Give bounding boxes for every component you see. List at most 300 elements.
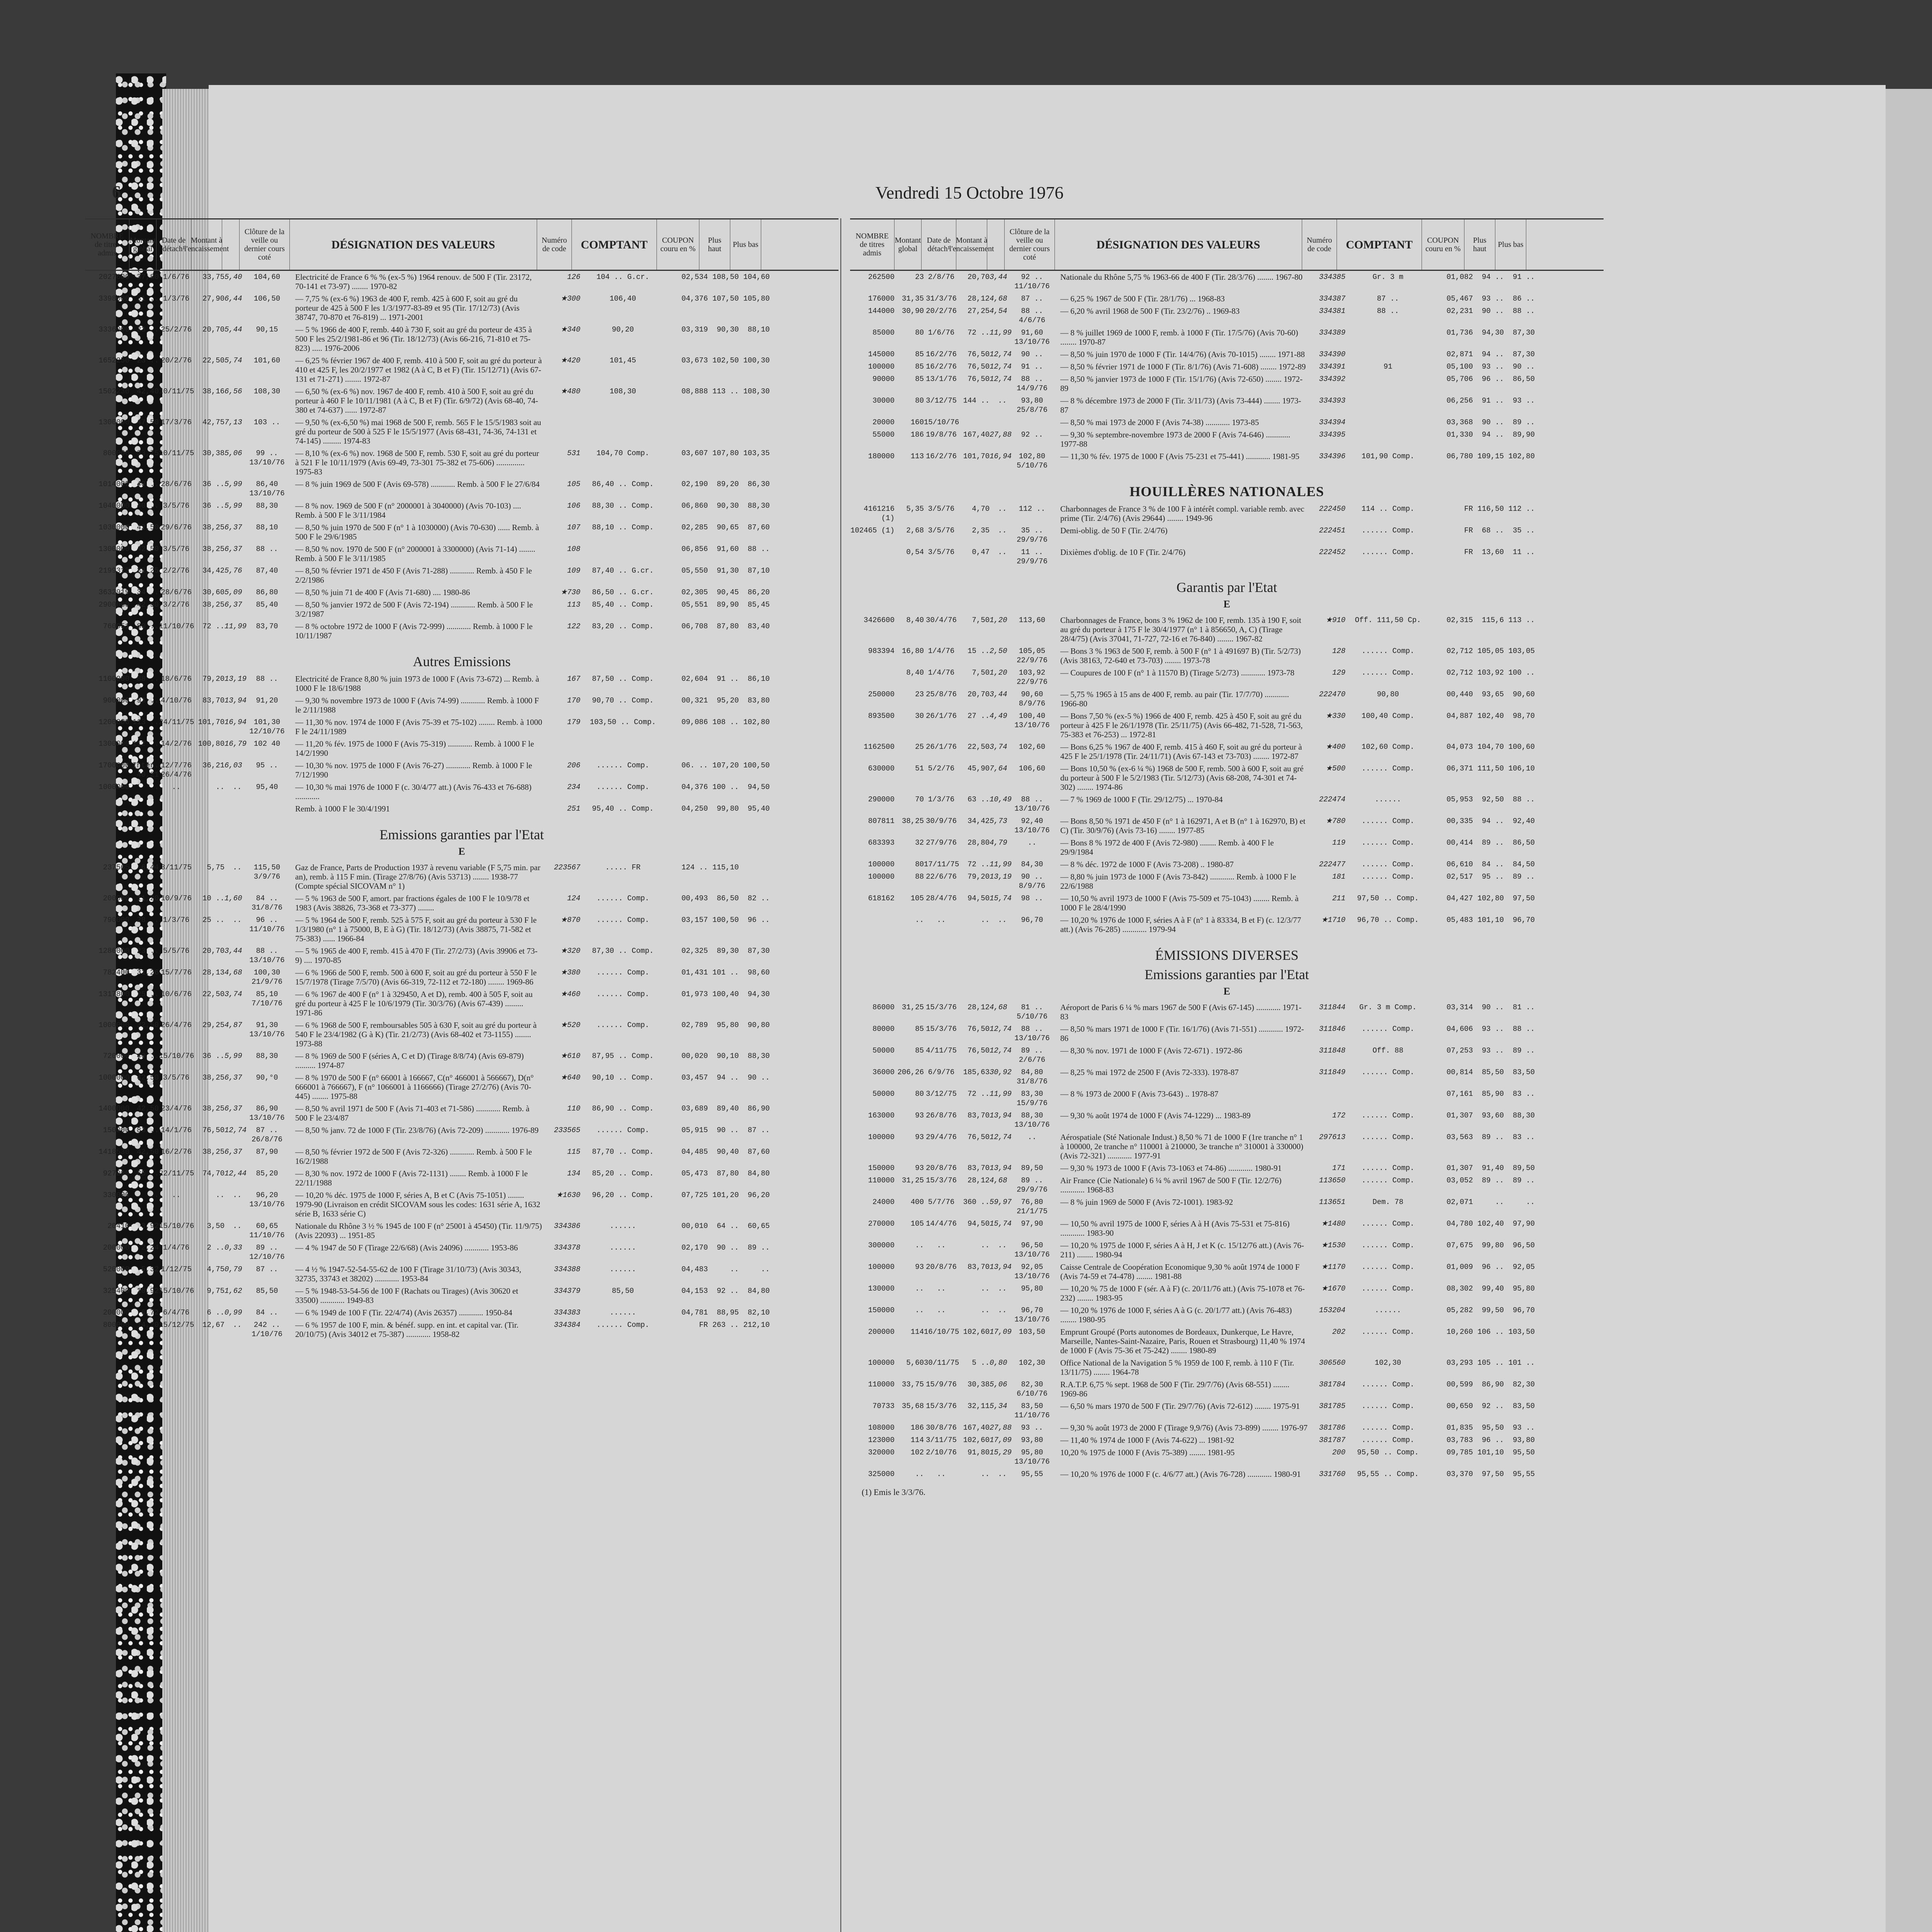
cell-lo: 102,80 <box>743 718 770 726</box>
cell-code: ★730 <box>560 588 580 597</box>
cell-cp: 02,712 <box>1446 647 1473 655</box>
cell-cp: 05,953 <box>1446 795 1473 804</box>
cell-cp: 03,689 <box>681 1104 708 1113</box>
cell-code: 222470 <box>1319 690 1345 699</box>
cell-d: — 8 % juillet 1969 de 1000 F, remb. à 1000 F (Tir. 17/5/76) (Avis 70-60) ........ 1970-87 <box>1060 328 1298 347</box>
cell-c1: 85 .. <box>136 1169 159 1178</box>
table-row <box>850 837 1604 858</box>
cell-code: 119 <box>1332 838 1345 847</box>
cell-cl: 108,30 <box>253 387 281 396</box>
cell-c3: 36 .. <box>202 502 224 510</box>
cell-c4: .. <box>998 548 1007 556</box>
table-row <box>850 1282 1604 1304</box>
cell-code: 222451 <box>1319 526 1345 535</box>
table-row <box>850 741 1604 762</box>
cell-cpt: 90,70 .. Comp. <box>592 696 654 705</box>
cell-d: — 6,50 % (ex-6 %) nov. 1967 de 400 F, remb. 410 à 500 F, soit au gré du porteur à 460 F le 10/11/1981 (A à C, B et F) (Tir. 6/9/72) (Avis 68-40, 74-380 et 74-637) ...... 1972-87 <box>295 387 538 415</box>
cell-c2: 26/4/76 <box>161 1021 192 1029</box>
cell-d: — 6,25 % 1967 de 500 F (Tir. 28/1/76) ... 1968-83 <box>1060 294 1225 303</box>
cell-hi: 104,70 <box>1477 743 1504 751</box>
cell-cpt: 95,50 .. Comp. <box>1357 1448 1419 1457</box>
cell-lo: 87,30 <box>1512 328 1535 337</box>
cell-cp: 03,673 <box>681 356 708 365</box>
cell-n: 760051 <box>103 622 129 631</box>
cell-hi: 95,80 <box>716 1021 739 1029</box>
cell-d: — 8,50 % janvier 1973 de 1000 F (Tir. 15/1/76) (Avis 72-650) ........ 1972-89 <box>1060 374 1303 393</box>
cell-c3: .. <box>981 1241 990 1250</box>
cell-hi: 89 .. <box>1481 1176 1504 1185</box>
cell-c1: 42,50 <box>136 1073 159 1082</box>
cell-c1: 93 <box>915 1111 924 1120</box>
cell-cp: 02,712 <box>1446 668 1473 677</box>
cell-c3: 72 .. <box>202 622 224 631</box>
cell-c3: 38,25 <box>202 1148 224 1156</box>
cell-n: 108000 <box>868 1423 895 1432</box>
cell-d: — 5 % 1966 de 400 F, remb. 440 à 730 F, soit au gré du porteur de 435 à 500 F les 25/2/1981-86 et 96 (Tir. 18/12/73) (Avis 66-216, 71-810 et 75-823) ..... 1976-2006 <box>295 325 532 353</box>
cell-cpt: ...... Comp. <box>1361 1111 1415 1120</box>
cell-c1: 114 <box>910 1436 924 1444</box>
cell-code: 334383 <box>554 1308 580 1317</box>
cell-c3: 2,35 <box>972 526 990 535</box>
cell-c2: 1/3/76 <box>163 916 190 924</box>
cell-cl: 95,80 <box>1021 1284 1043 1293</box>
cell-cpt: 108,30 <box>609 387 636 396</box>
cell-c2: 15/10/76 <box>924 418 959 427</box>
cell-hi: 107,20 <box>712 761 739 770</box>
cell-code: 126 <box>567 273 580 281</box>
table-row <box>850 361 1604 373</box>
cell-code: 251 <box>567 804 580 813</box>
cell-hi: 86,90 <box>1481 1380 1504 1389</box>
cell-cpt: 102,60 Comp. <box>1361 743 1415 751</box>
cell-c3: 38,25 <box>202 1073 224 1082</box>
cell-c4: 12,74 <box>990 350 1012 359</box>
cell-cp: 04,781 <box>681 1308 708 1317</box>
cell-code: 202 <box>1332 1328 1345 1336</box>
cell-cpt <box>580 544 665 563</box>
cell-cl: 90 .. 8/9/76 <box>1019 872 1046 890</box>
cell-c4: 3,74 <box>224 990 242 998</box>
cell-hi: 90 .. <box>716 1126 739 1134</box>
cell-lo: 88,30 <box>1512 1111 1535 1120</box>
table-row <box>850 762 1604 793</box>
cell-cl: 115,50 3/9/76 <box>253 863 281 881</box>
cell-n: 100000 <box>868 362 895 371</box>
cell-code: 134 <box>567 1169 580 1178</box>
cell-hi: 100,40 <box>712 990 739 998</box>
cell-d: — 8,10 % (ex-6 %) nov. 1968 de 500 F, remb. 530 F, soit au gré du porteur à 521 F le 10/11/1979 (Avis 69-49, 73-301 75-382 et 75-606) .............. 1975-83 <box>295 449 539 476</box>
cell-c4: 30,92 <box>990 1068 1012 1077</box>
cell-c2: 3/5/76 <box>928 505 955 513</box>
table-row <box>85 694 838 716</box>
cell-hi: 87,80 <box>716 1169 739 1178</box>
cell-cp: 04,483 <box>681 1265 708 1274</box>
cell-code: 311848 <box>1319 1046 1345 1055</box>
cell-lo: 87 .. <box>747 1126 770 1134</box>
cell-c1: 33,75 <box>136 449 159 457</box>
cell-lo <box>739 739 770 758</box>
cell-d: — 9,30 % novembre 1973 de 1000 F (Avis 74-99) ............ Remb. à 1000 F le 2/11/1988 <box>295 696 539 714</box>
cell-c1: 31,35 <box>901 294 924 303</box>
cell-c1: 206,26 <box>897 1068 924 1077</box>
cell-c3: 36 .. <box>202 480 224 488</box>
cell-c1: 85 <box>915 362 924 371</box>
cell-cl: 104,60 <box>253 273 281 281</box>
cell-cl: 242 .. 1/10/76 <box>252 1321 282 1338</box>
cell-c3: 5,75 <box>207 863 224 872</box>
cell-n <box>850 548 897 566</box>
cell-lo: 92,40 <box>1512 817 1535 825</box>
cell-code: ★780 <box>1325 817 1345 825</box>
table-row <box>85 861 838 892</box>
cell-cp: 01,330 <box>1446 430 1473 439</box>
cell-cl: 92 .. <box>1021 430 1043 439</box>
cell-hi: 99,80 <box>716 804 739 813</box>
cell-d: — 10,20 % 1976 de 1000 F, séries A à G (c. 20/1/77 att.) (Avis 76-483) ........ 1980-95 <box>1060 1306 1292 1324</box>
cell-hi: 100,50 <box>712 916 739 924</box>
cell-cp: 04,485 <box>681 1148 708 1156</box>
cell-d: — 5 % 1965 de 400 F, remb. 415 à 470 F (Tir. 27/2/73) (Avis 39906 et 73-9) .... 1970-85 <box>295 946 538 965</box>
cell-cl: 87,90 <box>256 1148 278 1156</box>
cell-c4: .. <box>233 1191 242 1199</box>
cell-cl: 60,65 11/10/76 <box>249 1222 285 1240</box>
table-row <box>85 354 838 385</box>
cell-cpt <box>580 739 665 758</box>
cell-lo <box>739 863 770 891</box>
cell-cl: 91,20 <box>256 696 278 705</box>
autres-rows <box>85 673 838 815</box>
cell-code <box>546 418 580 446</box>
cell-c2: 28/6/76 <box>161 480 192 488</box>
cell-c3: 3,50 <box>207 1222 224 1230</box>
cell-c3: 72 .. <box>967 860 990 869</box>
cell-c2: 17/3/76 <box>161 418 192 427</box>
cell-cl: 96 .. 11/10/76 <box>249 916 285 934</box>
cell-c1: 42,50 <box>136 523 159 532</box>
cell-c4: 0,80 <box>990 1359 1007 1367</box>
cell-c2: 1/12/75 <box>161 1265 192 1274</box>
header-code: Numéro de code <box>1302 219 1337 270</box>
cell-cpt: 87,30 .. Comp. <box>592 947 654 955</box>
cell-c2: 10/11/75 <box>159 387 194 396</box>
cell-d: — 8,80 % juin 1973 de 1000 F (Avis 73-842) ............ Remb. à 1000 F le 22/6/1988 <box>1060 872 1296 891</box>
cell-code: 234 <box>567 783 580 791</box>
cell-cpt: ...... Comp. <box>1361 1284 1415 1293</box>
cell-hi: 84 .. <box>1481 860 1504 869</box>
cell-c1: 6,72 <box>141 1308 159 1317</box>
cell-cp: 03,052 <box>1446 1176 1473 1185</box>
cell-hi: 102,50 <box>712 356 739 365</box>
header-designation: DÉSIGNATION DES VALEURS <box>1055 219 1302 270</box>
cell-n: 790000 <box>103 916 129 924</box>
header-code: Numéro de code <box>537 219 572 270</box>
header-blank <box>222 219 240 270</box>
cell-lo: .. <box>761 1265 770 1274</box>
cell-cp: 03,314 <box>1446 1003 1473 1012</box>
cell-c1: .. <box>150 783 159 791</box>
cell-n: 1162500 <box>864 743 895 751</box>
cell-lo: 83,50 <box>1512 1402 1535 1410</box>
cell-cpt: 85,40 .. Comp. <box>592 600 654 609</box>
cell-c2: 19/8/76 <box>926 430 957 439</box>
cell-c1: 80 <box>915 860 924 869</box>
cell-cl: 90,60 8/9/76 <box>1019 690 1046 708</box>
cell-hi: 94 .. <box>1481 350 1504 359</box>
cell-d: — 8,30 % nov. 1972 de 1000 F (Avis 72-1131) ........ Remb. à 1000 F le 22/11/1988 <box>295 1169 528 1187</box>
cell-n: 200000 <box>868 1328 895 1336</box>
cell-c2: 12/7/76 26/4/76 <box>161 761 192 779</box>
cell-c1: 42,50 <box>136 1104 159 1113</box>
cell-cl: 102,60 <box>1019 743 1046 751</box>
cell-lo: 108,30 <box>743 387 770 396</box>
cell-c1: 23 .. <box>136 356 159 365</box>
cell-cpt: 100,40 Comp. <box>1361 712 1415 720</box>
cell-d: — 6,50 % mars 1970 de 500 F (Tir. 29/7/76) (Avis 72-612) ........ 1975-91 <box>1060 1401 1300 1411</box>
cell-lo: 113 .. <box>1508 616 1535 624</box>
header-montant: Montant global <box>129 219 156 270</box>
cell-c4: 5,99 <box>224 1052 242 1060</box>
cell-hi: 93 .. <box>1481 362 1504 371</box>
cell-c2: 16/2/76 <box>161 1148 192 1156</box>
cell-c2: 17/11/75 <box>924 860 959 869</box>
cell-d: — 5 % 1963 de 500 F, amort. par fractions égales de 100 F le 10/9/78 et 1983 (Avis 38826, 73-368 et 73-377) ........ <box>295 894 530 912</box>
table-row <box>850 892 1604 914</box>
cell-c2: 3/5/76 <box>928 548 955 556</box>
cell-c3: 144 .. <box>963 396 990 405</box>
cell-n: 30000 <box>872 396 895 405</box>
cell-cl: 90,15 <box>256 325 278 334</box>
cell-code: ★1670 <box>1321 1284 1345 1293</box>
cell-code: ★610 <box>560 1052 580 1060</box>
right-column <box>850 218 1604 1932</box>
cell-cp: 08,302 <box>1446 1284 1473 1293</box>
cell-cl: 95,80 13/10/76 <box>1014 1448 1050 1466</box>
cell-d: — Bons 8 % 1972 de 400 F (Avis 72-980) ........ Remb. à 400 F le 29/9/1984 <box>1060 838 1274 857</box>
table-row <box>850 348 1604 361</box>
cell-cl: 103,50 <box>1019 1328 1046 1336</box>
cell-c1: 42,50 <box>136 545 159 553</box>
cell-c1: 30,90 <box>901 307 924 315</box>
cell-code: ★640 <box>560 1073 580 1082</box>
cell-cl: 93,80 <box>1021 1436 1043 1444</box>
cell-c2: .. <box>937 1241 946 1250</box>
cell-cpt: 86,50 .. G.cr. <box>592 588 654 597</box>
cell-cpt: 87,70 .. Comp. <box>592 1148 654 1156</box>
cell-n: 20000 <box>872 418 895 427</box>
cell-cpt: ...... Comp. <box>1361 1133 1415 1141</box>
table-row <box>850 667 1604 688</box>
cell-n: 55000 <box>872 430 895 439</box>
cell-c1: .. <box>915 1284 924 1293</box>
cell-n: 1418530 <box>99 1148 129 1156</box>
cell-c2: 3/5/76 <box>163 545 190 553</box>
cell-c1: 42,50 <box>136 1148 159 1156</box>
cell-c1: 88 <box>915 872 924 881</box>
cell-d: — 5,75 % 1965 à 15 ans de 400 F, remb. au pair (Tir. 17/7/70) ............ 1966-80 <box>1060 690 1289 708</box>
cell-c3: 72 .. <box>967 1090 990 1098</box>
cell-c1: 30 <box>915 712 924 720</box>
cell-c1: 38,25 <box>136 566 159 575</box>
cell-code: 122 <box>567 622 580 631</box>
cell-cp: 02,534 <box>681 273 708 281</box>
table-row <box>85 966 838 988</box>
cell-c4: 17,09 <box>990 1328 1012 1336</box>
cell-lo: 86,50 <box>1512 838 1535 847</box>
cell-cpt: 88,10 .. Comp. <box>592 523 654 532</box>
cell-d: Gaz de France, Parts de Production 1937 à revenu variable (F 5,75 min. par an), remb. à 115 F min. (Tirage 27/8/76) (Avis 53713) ........ 1938-77 (Compte spécial SICOVAM n° 1) <box>295 863 541 891</box>
cell-c1: 23 <box>915 690 924 699</box>
cell-hi: 89,40 <box>716 1104 739 1113</box>
cell-cl: 96,70 <box>1021 916 1043 924</box>
cell-cp: 04,376 <box>681 294 708 303</box>
cell-cl: 95,40 <box>256 783 278 791</box>
cell-c2: 26/1/76 <box>926 712 957 720</box>
cell-c1: 112 .. <box>132 740 159 748</box>
header-plus-haut: Plus haut <box>699 219 730 270</box>
cell-cp: 06,856 <box>681 545 708 553</box>
cell-c4: 5,09 <box>224 588 242 597</box>
cell-c4: 6,37 <box>224 545 242 553</box>
cell-cp: 03,370 <box>1446 1470 1473 1478</box>
cell-d: — 8,50 % janv. 72 de 1000 F (Tir. 23/8/76) (Avis 72-209) ............ 1976-89 <box>295 1126 539 1135</box>
cell-c4: 1,62 <box>224 1287 242 1295</box>
table-row <box>850 1357 1604 1378</box>
table-row <box>85 478 838 500</box>
cell-c1: 88 .. <box>136 675 159 683</box>
cell-lo: 86,10 <box>747 675 770 683</box>
cell-cpt <box>1345 374 1430 393</box>
cell-c2: 11/10/76 <box>159 622 194 631</box>
cell-d: — 10,20 % 75 de 1000 F (sér. A à F) (c. 20/11/76 att.) (Avis 75-1078 et 76-232) ........ 1983-95 <box>1060 1284 1305 1303</box>
table-row <box>85 620 838 642</box>
cell-c4: 11,99 <box>990 1090 1012 1098</box>
cell-c3: 5 .. <box>972 1359 990 1367</box>
cell-hi: 89,20 <box>716 480 739 488</box>
cell-hi: 91 .. <box>1481 396 1504 405</box>
cell-c4: 6,37 <box>224 1148 242 1156</box>
cell-cp: 07,161 <box>1446 1090 1473 1098</box>
cell-lo: 87,60 <box>747 1148 770 1156</box>
table-row <box>850 815 1604 837</box>
cell-cpt: ...... <box>1374 1306 1401 1315</box>
cell-c2: 14/4/76 <box>926 1219 957 1228</box>
cell-cpt: 95,55 .. Comp. <box>1357 1470 1419 1478</box>
cell-c3: 36,21 <box>202 761 224 770</box>
cell-hi: 88,95 <box>716 1308 739 1317</box>
cell-d: Aérospatiale (Sté Nationale Indust.) 8,50 % 71 de 1000 F (1re tranche n° 1 à 100000, 2e tranche n° 110001 à 210000, 3e tranche n° 310001 à 330000) (Avis 72-321) ............ 1977-91 <box>1060 1133 1303 1160</box>
cell-cl: 87 .. <box>256 1265 278 1274</box>
cell-c1: 16,80 <box>901 647 924 655</box>
header-plus-bas: Plus bas <box>1495 219 1526 270</box>
cell-cp: 05,473 <box>681 1169 708 1178</box>
table-row <box>850 871 1604 892</box>
cell-cp: 00,650 <box>1446 1402 1473 1410</box>
cell-hi <box>708 739 739 758</box>
cell-hi: 99,80 <box>1481 1241 1504 1250</box>
cell-cp: 02,170 <box>681 1243 708 1252</box>
cell-cpt: ...... Comp. <box>1361 817 1415 825</box>
cell-c2: 22/11/75 <box>159 1169 194 1178</box>
cell-hi: 90 .. <box>1481 418 1504 427</box>
header-cloture: Clôture de la veille ou dernier cours coté <box>240 219 290 270</box>
cell-code: 334387 <box>1319 294 1345 303</box>
cell-d: — 8,50 % nov. 1970 de 500 F (n° 2000001 à 3300000) (Avis 71-14) ........ Remb. à 500 F le 3/11/1985 <box>295 544 536 563</box>
table-row <box>850 293 1604 305</box>
cell-lo: 88,30 <box>747 1052 770 1060</box>
cell-code: 334390 <box>1319 350 1345 359</box>
cell-n: 618162 <box>868 894 895 903</box>
cell-d: — 8,50 % janvier 1972 de 500 F (Avis 72-194) ............ Remb. à 500 F le 3/2/1987 <box>295 600 533 619</box>
table-row <box>850 688 1604 710</box>
cell-cp: 04,073 <box>1446 743 1473 751</box>
cell-c2: 20/8/76 <box>926 1164 957 1172</box>
cell-cpt: ...... Comp. <box>1361 668 1415 677</box>
cell-code: 334385 <box>1319 273 1345 281</box>
cell-lo: 89,50 <box>1512 1164 1535 1172</box>
cell-hi: 93,60 <box>1481 1111 1504 1120</box>
cell-code: 171 <box>1332 1164 1345 1172</box>
cell-n: 630000 <box>868 764 895 773</box>
cell-cp: 00,335 <box>1446 817 1473 825</box>
cell-c2: 1/6/76 <box>928 328 955 337</box>
cell-hi: .. <box>1495 1198 1504 1206</box>
cell-c1: 31,25 <box>901 1176 924 1185</box>
table-row <box>85 716 838 738</box>
cell-n: 1700000 <box>99 761 129 770</box>
cell-cl: 87,40 <box>256 566 278 575</box>
cell-c3: 83,70 <box>967 1164 990 1172</box>
cell-cl: 84 .. 31/8/76 <box>252 894 282 912</box>
cell-cpt: Off. 88 <box>1372 1046 1403 1055</box>
cell-n: 1200000 <box>99 718 129 726</box>
cell-d: — 8 % nov. 1969 de 500 F (n° 2000001 à 3040000) (Avis 70-103) .... Remb. à 500 F le 3/11/1984 <box>295 501 521 520</box>
cell-lo: 88 .. <box>1512 307 1535 315</box>
table-row <box>85 1242 838 1263</box>
cell-c4: .. <box>233 1222 242 1230</box>
cell-lo: 89 .. <box>1512 1046 1535 1055</box>
cell-c3: 38,25 <box>202 523 224 532</box>
cell-c3: 27 .. <box>967 712 990 720</box>
cell-d: — Coupures de 100 F (n° 1 à 11570 B) (Tirage 5/2/73) ............ 1973-78 <box>1060 668 1294 677</box>
cell-n: 110000 <box>868 1176 895 1185</box>
cell-c4: 6,37 <box>224 1104 242 1113</box>
cell-c4: 6,03 <box>224 761 242 770</box>
cell-c2: 1/6/76 <box>163 273 190 281</box>
cell-cpt: 90,80 <box>1377 690 1399 699</box>
cell-c1: 5,32 <box>141 1265 159 1274</box>
cell-lo: 11 .. <box>1512 548 1535 556</box>
cell-cp: FR <box>699 1321 708 1329</box>
cell-d: R.A.T.P. 6,75 % sept. 1968 de 500 F (Tir. 29/7/76) (Avis 68-551) ........ 1969-86 <box>1060 1380 1289 1398</box>
cell-d: — Bons 7,50 % (ex-5 %) 1966 de 400 F, remb. 425 à 450 F, soit au gré du porteur à 425 F le 26/1/1978 (Tir. 25/11/75) (Avis 66-482, 71-528, 71-563, 75-383 et 76-253) ... 1972-81 <box>1060 711 1303 739</box>
footnote: (1) Emis le 3/3/76. <box>862 1487 925 1497</box>
cell-d: — 8,50 % février 1971 de 450 F (Avis 71-288) ............ Remb. à 450 F le 2/2/1986 <box>295 566 532 585</box>
cell-c3: 2 .. <box>207 1243 224 1252</box>
cell-c3 <box>959 418 990 427</box>
cell-lo: 90,60 <box>1512 690 1535 699</box>
cell-cl: 85,20 <box>256 1169 278 1178</box>
cell-cp: 03,319 <box>681 325 708 334</box>
table-row <box>850 1174 1604 1196</box>
right-table-header <box>850 218 1604 271</box>
cell-c4: 13,19 <box>224 675 247 683</box>
cell-n: 2027600 <box>99 273 129 281</box>
cell-c4: 1,20 <box>990 668 1007 677</box>
cell-cp: 01,835 <box>1446 1423 1473 1432</box>
cell-d: Nationale du Rhône 5,75 % 1963-66 de 400 F (Tir. 28/3/76) ........ 1967-80 <box>1060 272 1303 282</box>
cell-d: — 8,50 % avril 1971 de 500 F (Avis 71-403 et 71-586) ............ Remb. à 500 F le 23/4/87 <box>295 1104 530 1122</box>
cell-c2: 2/8/76 <box>928 273 955 281</box>
